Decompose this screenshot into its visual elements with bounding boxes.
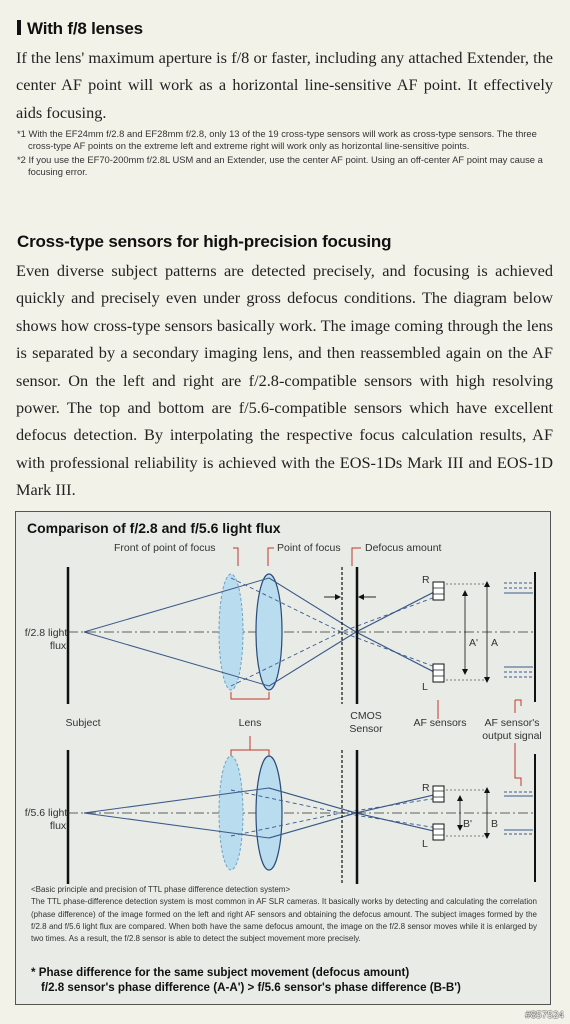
f28-af-sensor-r — [433, 582, 444, 600]
watermark: #857524 — [525, 1010, 564, 1021]
f56-main-lens — [256, 756, 282, 870]
section-heading-cross-type: Cross-type sensors for high-precision focusing — [17, 232, 392, 251]
footnotes — [17, 128, 553, 180]
flux-comparison-diagram — [15, 511, 551, 1005]
f56-af-sensor-r — [433, 786, 444, 802]
f56-diagram — [68, 750, 536, 884]
label-l-bottom: L — [422, 838, 428, 850]
label-front-of-focus: Front of point of focus — [114, 542, 216, 554]
explanation-body: The TTL phase-difference detection system is most common in AF SLR cameras. It basically works by detecting and calculating the correlation (phase difference) of the image formed on the left and right AF sensors and obtaining the defocus amount. The subject images formed by the f/2.8 and f/5.6 light flux are compared. When both have the same defocus amount, the image on the f/2.8 sensor moves while it is enlarged by two times. As a result, the f/2.8 sensor is able to detect the subject movement more precisely. — [31, 897, 537, 944]
label-a-prime: A' — [469, 637, 479, 649]
label-output-line2: output signal — [482, 730, 542, 742]
f56-af-sensor-l — [433, 824, 444, 840]
f28-af-sensor-l — [433, 664, 444, 682]
label-a: A — [491, 637, 499, 649]
heading-bar — [17, 20, 21, 35]
footnote-2: *2 If you use the EF70-200mm f/2.8L USM and an Extender, use the center AF point. Using an off-center AF point may cause a focusing error. — [17, 153, 543, 178]
label-subject: Subject — [65, 717, 101, 729]
section-heading-f8: With f/8 lenses — [17, 19, 143, 39]
label-point-of-focus: Point of focus — [277, 542, 341, 554]
label-r-bottom: R — [422, 782, 430, 794]
f28-diagram — [68, 567, 536, 704]
f56-front-lens — [219, 756, 243, 870]
label-r-top: R — [422, 574, 430, 586]
f28-main-lens — [256, 574, 282, 690]
diagram-title: Comparison of f/2.8 and f/5.6 light flux — [27, 520, 281, 536]
label-af-sensors: AF sensors — [413, 717, 467, 729]
label-f56-line2: flux — [49, 820, 67, 832]
label-cmos-line2: Sensor — [349, 723, 383, 735]
label-b: B — [491, 818, 499, 830]
diagram-explanation — [31, 884, 537, 945]
label-f28-line2: flux — [49, 640, 67, 652]
label-f56-line1: f/5.6 light — [24, 807, 68, 819]
label-lens: Lens — [238, 717, 262, 729]
label-defocus-amount: Defocus amount — [365, 542, 442, 554]
explanation-heading: <Basic principle and precision of TTL phase difference detection system> — [31, 885, 291, 894]
f8-paragraph: If the lens' maximum aperture is f/8 or faster, including any attached Extender, the center AF point will work as a horizontal line-sensitive AF point. It effectively aids focusing. — [16, 48, 553, 122]
label-b-prime: B' — [463, 818, 473, 830]
phase-line-1: * Phase difference for the same subject movement (defocus amount) — [31, 966, 410, 979]
phase-line-2: f/2.8 sensor's phase difference (A-A') > f/5.6 sensor's phase difference (B-B') — [41, 981, 461, 994]
phase-difference-note — [31, 965, 537, 995]
label-l-top: L — [422, 681, 428, 693]
footnote-1: *1 With the EF24mm f/2.8 and EF28mm f/2.8, only 13 of the 19 cross-type sensors will work as cross-type sensors. The three cross-type AF points on the extreme left and extreme right will work only as horizontal line-sensitive points. — [17, 128, 537, 152]
label-f28-line1: f/2.8 light — [24, 627, 68, 639]
label-cmos-line1: CMOS — [350, 710, 382, 722]
label-output-line1: AF sensor's — [484, 717, 540, 729]
cross-type-paragraph: Even diverse subject patterns are detected precisely, and focusing is achieved quickly and precisely even under gross defocus conditions. The diagram below shows how cross-type sensors basically work. The image coming through the lens is separated by a secondary imaging lens, and then reassembled again on the AF sensor. On the left and right are f/2.8-compatible sensors with high resolving power. The top and bottom are f/5.6-compatible sensors which have excellent defocus detection. By interpolating the respective focus calculation results, AF with professional reliability is achieved with the EOS-1Ds Mark III and EOS-1D Mark III. — [16, 261, 553, 500]
